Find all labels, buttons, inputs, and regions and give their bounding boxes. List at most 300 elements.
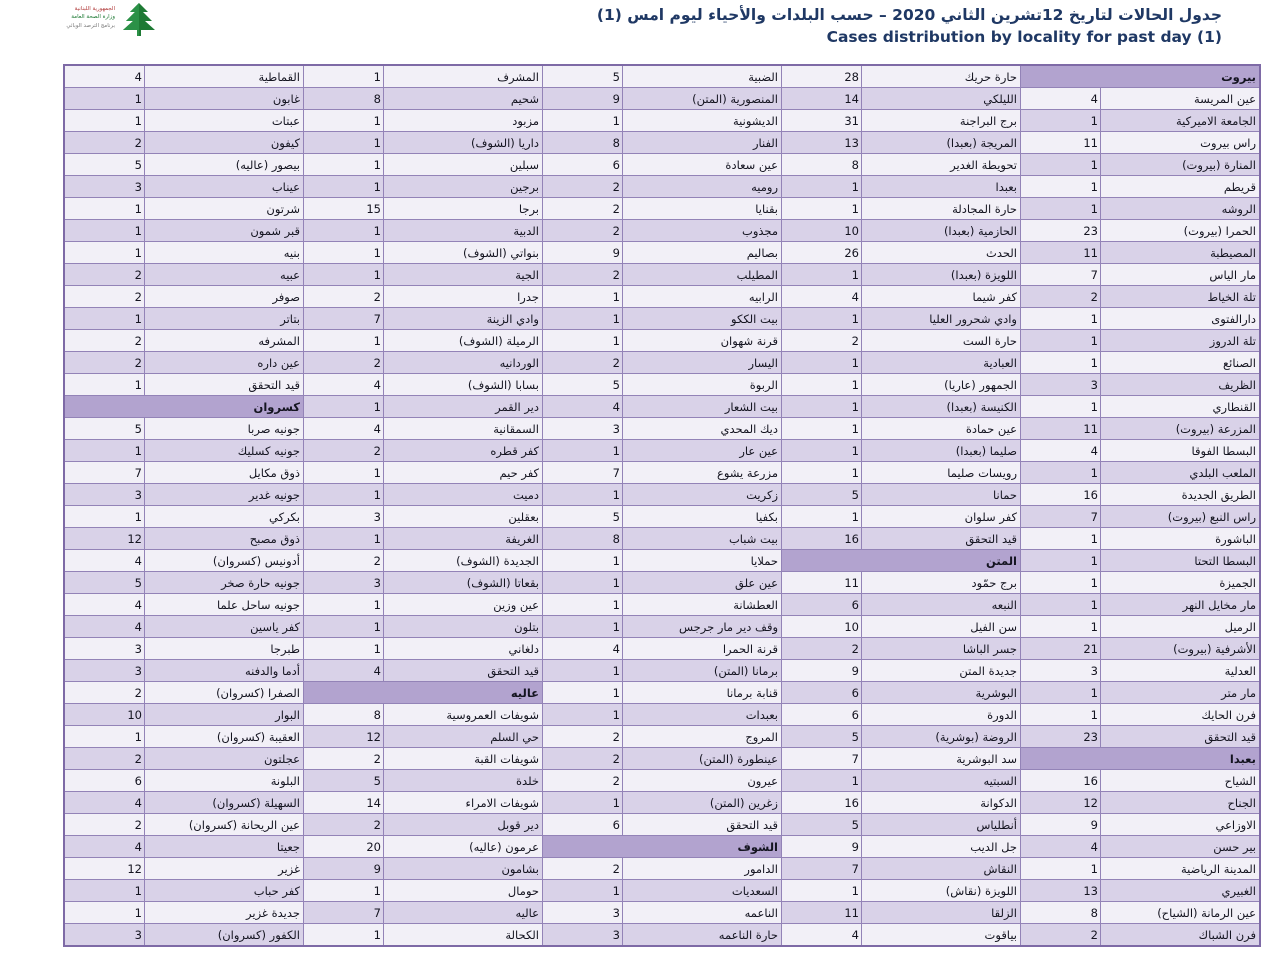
case-count-cell: 3 bbox=[65, 638, 144, 659]
locality-name-cell: جدرا bbox=[384, 286, 542, 307]
locality-name-cell: برجين bbox=[384, 176, 542, 197]
locality-name-cell: بير حسن bbox=[1101, 836, 1259, 857]
case-count-cell: 28 bbox=[782, 66, 861, 87]
case-count-cell: 8 bbox=[543, 132, 622, 153]
case-count-cell: 2 bbox=[543, 264, 622, 285]
case-count-cell: 1 bbox=[304, 264, 383, 285]
logo-line-1: الجمهورية اللبنانية bbox=[74, 6, 115, 12]
locality-name-cell: الطريق الجديدة bbox=[1101, 484, 1259, 505]
case-count-cell: 1 bbox=[304, 66, 383, 87]
district-header-cell: المتن bbox=[782, 550, 1020, 571]
locality-name-cell: أدونيس (كسروان) bbox=[145, 550, 303, 571]
case-count-cell: 3 bbox=[543, 924, 622, 945]
locality-name-cell: قيد التحقق bbox=[384, 660, 542, 681]
locality-name-cell: دميت bbox=[384, 484, 542, 505]
case-count-cell: 3 bbox=[65, 660, 144, 681]
locality-name-cell: كفر ياسين bbox=[145, 616, 303, 637]
case-count-cell: 2 bbox=[65, 352, 144, 373]
locality-name-cell: غابون bbox=[145, 88, 303, 109]
locality-name-cell: جونيه كسليك bbox=[145, 440, 303, 461]
case-count-cell: 3 bbox=[65, 484, 144, 505]
report-title-english: Cases distribution by locality for past day (1) bbox=[826, 28, 1222, 47]
locality-name-cell: المصيطبة bbox=[1101, 242, 1259, 263]
case-count-cell: 1 bbox=[543, 440, 622, 461]
case-count-cell: 1 bbox=[304, 528, 383, 549]
locality-name-cell: عين علق bbox=[623, 572, 781, 593]
locality-name-cell: النبعه bbox=[862, 594, 1020, 615]
locality-name-cell: داريا (الشوف) bbox=[384, 132, 542, 153]
case-count-cell: 12 bbox=[304, 726, 383, 747]
locality-name-cell: حومال bbox=[384, 880, 542, 901]
case-count-cell: 7 bbox=[304, 902, 383, 923]
locality-name-cell: رويسات صليما bbox=[862, 462, 1020, 483]
case-count-cell: 2 bbox=[65, 264, 144, 285]
case-count-cell: 1 bbox=[65, 880, 144, 901]
locality-name-cell: السعديات bbox=[623, 880, 781, 901]
case-count-cell: 9 bbox=[782, 660, 861, 681]
locality-name-cell: صوفر bbox=[145, 286, 303, 307]
locality-name-cell: بنواتي (الشوف) bbox=[384, 242, 542, 263]
case-count-cell: 1 bbox=[304, 924, 383, 945]
report-title-arabic: جدول الحالات لتاريخ 12تشرين الثاني 2020 – حسب البلدات والأحياء ليوم امس (1) bbox=[596, 6, 1222, 24]
locality-name-cell: المطيلب bbox=[623, 264, 781, 285]
locality-name-cell: عينطورة (المتن) bbox=[623, 748, 781, 769]
locality-name-cell: جسر الباشا bbox=[862, 638, 1020, 659]
locality-name-cell: البلونة bbox=[145, 770, 303, 791]
case-count-cell: 4 bbox=[65, 550, 144, 571]
case-count-cell: 20 bbox=[304, 836, 383, 857]
locality-name-cell: البسطا التحتا bbox=[1101, 550, 1259, 571]
case-count-cell: 1 bbox=[543, 550, 622, 571]
case-count-cell: 1 bbox=[782, 264, 861, 285]
locality-name-cell: شرتون bbox=[145, 198, 303, 219]
ministry-logo-text bbox=[63, 2, 115, 30]
case-count-cell: 1 bbox=[1021, 198, 1100, 219]
case-count-cell: 1 bbox=[543, 330, 622, 351]
locality-name-cell: الغبيري bbox=[1101, 880, 1259, 901]
case-count-cell: 1 bbox=[304, 220, 383, 241]
locality-name-cell: المدينة الرياضية bbox=[1101, 858, 1259, 879]
locality-name-cell: الملعب البلدي bbox=[1101, 462, 1259, 483]
locality-name-cell: بتاتر bbox=[145, 308, 303, 329]
locality-name-cell: جديدة غزير bbox=[145, 902, 303, 923]
case-count-cell: 4 bbox=[65, 594, 144, 615]
case-count-cell: 1 bbox=[543, 484, 622, 505]
locality-name-cell: أنطلياس bbox=[862, 814, 1020, 835]
case-count-cell: 1 bbox=[1021, 704, 1100, 725]
case-count-cell: 1 bbox=[1021, 550, 1100, 571]
locality-name-cell: قبر شمون bbox=[145, 220, 303, 241]
case-count-cell: 2 bbox=[304, 748, 383, 769]
locality-name-cell: عين عار bbox=[623, 440, 781, 461]
locality-name-cell: الشياح bbox=[1101, 770, 1259, 791]
locality-name-cell: القنطاري bbox=[1101, 396, 1259, 417]
case-count-cell: 1 bbox=[782, 176, 861, 197]
case-count-cell: 1 bbox=[543, 704, 622, 725]
case-count-cell: 4 bbox=[543, 396, 622, 417]
locality-name-cell: الكنيسة (بعبدا) bbox=[862, 396, 1020, 417]
case-count-cell: 6 bbox=[782, 594, 861, 615]
locality-name-cell: قيد التحقق bbox=[1101, 726, 1259, 747]
case-count-cell: 5 bbox=[543, 506, 622, 527]
locality-name-cell: البوار bbox=[145, 704, 303, 725]
locality-name-cell: الجامعة الاميركية bbox=[1101, 110, 1259, 131]
case-count-cell: 5 bbox=[543, 374, 622, 395]
locality-name-cell: بشامون bbox=[384, 858, 542, 879]
case-count-cell: 6 bbox=[782, 704, 861, 725]
case-count-cell: 31 bbox=[782, 110, 861, 131]
case-count-cell: 1 bbox=[543, 682, 622, 703]
case-count-cell: 2 bbox=[543, 770, 622, 791]
case-count-cell: 2 bbox=[1021, 924, 1100, 945]
locality-name-cell: العبادية bbox=[862, 352, 1020, 373]
cases-table-wrapper bbox=[63, 64, 1261, 947]
locality-name-cell: جعيتا bbox=[145, 836, 303, 857]
locality-name-cell: عيناب bbox=[145, 176, 303, 197]
locality-name-cell: المزرعة (بيروت) bbox=[1101, 418, 1259, 439]
locality-name-cell: عين الريحانة (كسروان) bbox=[145, 814, 303, 835]
case-count-cell: 5 bbox=[543, 66, 622, 87]
case-count-cell: 4 bbox=[304, 374, 383, 395]
case-count-cell: 1 bbox=[65, 198, 144, 219]
locality-name-cell: جونيه حارة صخر bbox=[145, 572, 303, 593]
case-count-cell: 6 bbox=[782, 682, 861, 703]
locality-name-cell: شويفات القبة bbox=[384, 748, 542, 769]
case-count-cell: 1 bbox=[304, 110, 383, 131]
case-count-cell: 2 bbox=[543, 726, 622, 747]
case-count-cell: 1 bbox=[543, 286, 622, 307]
case-count-cell: 1 bbox=[304, 242, 383, 263]
locality-name-cell: ذوق مكايل bbox=[145, 462, 303, 483]
locality-name-cell: بسابا (الشوف) bbox=[384, 374, 542, 395]
case-count-cell: 1 bbox=[543, 594, 622, 615]
locality-name-cell: جونيه ساحل علما bbox=[145, 594, 303, 615]
locality-name-cell: الجمهور (عاريا) bbox=[862, 374, 1020, 395]
locality-name-cell: بيت شباب bbox=[623, 528, 781, 549]
case-count-cell: 2 bbox=[543, 220, 622, 241]
locality-name-cell: بكركي bbox=[145, 506, 303, 527]
case-count-cell: 9 bbox=[543, 242, 622, 263]
case-count-cell: 3 bbox=[65, 176, 144, 197]
case-count-cell: 1 bbox=[1021, 462, 1100, 483]
case-count-cell: 1 bbox=[304, 176, 383, 197]
locality-name-cell: ديك المحدي bbox=[623, 418, 781, 439]
case-count-cell: 1 bbox=[543, 880, 622, 901]
district-header-cell: كسروان bbox=[65, 396, 303, 417]
case-count-cell: 9 bbox=[1021, 814, 1100, 835]
case-count-cell: 1 bbox=[65, 726, 144, 747]
case-count-cell: 7 bbox=[65, 462, 144, 483]
case-count-cell: 3 bbox=[304, 572, 383, 593]
locality-name-cell: روميه bbox=[623, 176, 781, 197]
locality-name-cell: برج البراجنة bbox=[862, 110, 1020, 131]
locality-name-cell: الوردانيه bbox=[384, 352, 542, 373]
locality-name-cell: الربوة bbox=[623, 374, 781, 395]
case-count-cell: 1 bbox=[543, 572, 622, 593]
cases-table bbox=[63, 64, 1261, 947]
locality-name-cell: شويفات الامراء bbox=[384, 792, 542, 813]
locality-name-cell: سن الفيل bbox=[862, 616, 1020, 637]
locality-name-cell: الجناح bbox=[1101, 792, 1259, 813]
case-count-cell: 26 bbox=[782, 242, 861, 263]
case-count-cell: 1 bbox=[65, 902, 144, 923]
locality-name-cell: وقف دير مار جرجس bbox=[623, 616, 781, 637]
locality-name-cell: السهيلة (كسروان) bbox=[145, 792, 303, 813]
case-count-cell: 23 bbox=[1021, 220, 1100, 241]
case-count-cell: 1 bbox=[304, 154, 383, 175]
locality-name-cell: دير القمر bbox=[384, 396, 542, 417]
case-count-cell: 2 bbox=[543, 748, 622, 769]
case-count-cell: 1 bbox=[304, 594, 383, 615]
case-count-cell: 1 bbox=[304, 330, 383, 351]
logo-line-2: وزارة الصحة العامة bbox=[71, 14, 115, 21]
locality-name-cell: جونيه غدير bbox=[145, 484, 303, 505]
locality-name-cell: حارة حريك bbox=[862, 66, 1020, 87]
case-count-cell: 14 bbox=[782, 88, 861, 109]
case-count-cell: 6 bbox=[543, 814, 622, 835]
locality-name-cell: كفر قطره bbox=[384, 440, 542, 461]
locality-name-cell: الرميل bbox=[1101, 616, 1259, 637]
case-count-cell: 8 bbox=[543, 528, 622, 549]
case-count-cell: 1 bbox=[543, 110, 622, 131]
locality-name-cell: جونيه صربا bbox=[145, 418, 303, 439]
case-count-cell: 10 bbox=[782, 220, 861, 241]
case-count-cell: 11 bbox=[1021, 418, 1100, 439]
case-count-cell: 1 bbox=[1021, 110, 1100, 131]
case-count-cell: 3 bbox=[304, 506, 383, 527]
case-count-cell: 4 bbox=[65, 792, 144, 813]
case-count-cell: 3 bbox=[1021, 374, 1100, 395]
case-count-cell: 1 bbox=[304, 462, 383, 483]
locality-name-cell: بعقلين bbox=[384, 506, 542, 527]
locality-name-cell: الجميزة bbox=[1101, 572, 1259, 593]
locality-name-cell: مار متر bbox=[1101, 682, 1259, 703]
case-count-cell: 1 bbox=[1021, 352, 1100, 373]
locality-name-cell: الديشونية bbox=[623, 110, 781, 131]
case-count-cell: 6 bbox=[543, 154, 622, 175]
locality-name-cell: المروج bbox=[623, 726, 781, 747]
case-count-cell: 10 bbox=[782, 616, 861, 637]
case-count-cell: 13 bbox=[1021, 880, 1100, 901]
locality-name-cell: الاوزاعي bbox=[1101, 814, 1259, 835]
case-count-cell: 5 bbox=[304, 770, 383, 791]
cedar-tree-icon bbox=[119, 2, 159, 44]
locality-name-cell: الروشه bbox=[1101, 198, 1259, 219]
case-count-cell: 1 bbox=[65, 440, 144, 461]
locality-name-cell: الضبية bbox=[623, 66, 781, 87]
locality-name-cell: قرنة الحمرا bbox=[623, 638, 781, 659]
locality-name-cell: عبتات bbox=[145, 110, 303, 131]
case-count-cell: 9 bbox=[304, 858, 383, 879]
case-count-cell: 14 bbox=[304, 792, 383, 813]
case-count-cell: 11 bbox=[1021, 132, 1100, 153]
locality-name-cell: زكريت bbox=[623, 484, 781, 505]
case-count-cell: 11 bbox=[782, 902, 861, 923]
locality-name-cell: العدلية bbox=[1101, 660, 1259, 681]
locality-name-cell: قرنة شهوان bbox=[623, 330, 781, 351]
locality-name-cell: العطشانة bbox=[623, 594, 781, 615]
locality-name-cell: المريجة (بعبدا) bbox=[862, 132, 1020, 153]
locality-name-cell: بقنايا bbox=[623, 198, 781, 219]
case-count-cell: 1 bbox=[65, 220, 144, 241]
case-count-cell: 4 bbox=[1021, 836, 1100, 857]
case-count-cell: 2 bbox=[782, 638, 861, 659]
locality-name-cell: جل الديب bbox=[862, 836, 1020, 857]
case-count-cell: 8 bbox=[304, 88, 383, 109]
case-count-cell: 3 bbox=[543, 418, 622, 439]
case-count-cell: 1 bbox=[543, 660, 622, 681]
case-count-cell: 1 bbox=[782, 308, 861, 329]
case-count-cell: 4 bbox=[304, 660, 383, 681]
locality-name-cell: الجديدة (الشوف) bbox=[384, 550, 542, 571]
case-count-cell: 9 bbox=[782, 836, 861, 857]
case-count-cell: 1 bbox=[782, 506, 861, 527]
case-count-cell: 4 bbox=[65, 616, 144, 637]
case-count-cell: 2 bbox=[304, 286, 383, 307]
locality-name-cell: حي السلم bbox=[384, 726, 542, 747]
locality-name-cell: عين حمادة bbox=[862, 418, 1020, 439]
locality-name-cell: سبلين bbox=[384, 154, 542, 175]
case-count-cell: 1 bbox=[1021, 176, 1100, 197]
locality-name-cell: كيفون bbox=[145, 132, 303, 153]
case-count-cell: 2 bbox=[304, 352, 383, 373]
locality-name-cell: الأشرفية (بيروت) bbox=[1101, 638, 1259, 659]
case-count-cell: 10 bbox=[65, 704, 144, 725]
case-count-cell: 7 bbox=[304, 308, 383, 329]
locality-name-cell: بيت الشعار bbox=[623, 396, 781, 417]
case-count-cell: 1 bbox=[543, 616, 622, 637]
case-count-cell: 2 bbox=[65, 132, 144, 153]
case-count-cell: 1 bbox=[782, 374, 861, 395]
locality-name-cell: الجية bbox=[384, 264, 542, 285]
case-count-cell: 2 bbox=[304, 440, 383, 461]
district-header-cell: بعبدا bbox=[1021, 748, 1259, 769]
locality-name-cell: كفر حيم bbox=[384, 462, 542, 483]
locality-name-cell: الغريفة bbox=[384, 528, 542, 549]
locality-name-cell: راس بيروت bbox=[1101, 132, 1259, 153]
case-count-cell: 2 bbox=[543, 176, 622, 197]
locality-name-cell: غزير bbox=[145, 858, 303, 879]
locality-name-cell: ذوق مصبح bbox=[145, 528, 303, 549]
case-count-cell: 1 bbox=[1021, 594, 1100, 615]
locality-name-cell: الفنار bbox=[623, 132, 781, 153]
case-count-cell: 9 bbox=[543, 88, 622, 109]
locality-name-cell: أدما والدفنه bbox=[145, 660, 303, 681]
locality-name-cell: المنارة (بيروت) bbox=[1101, 154, 1259, 175]
locality-name-cell: عبيه bbox=[145, 264, 303, 285]
case-count-cell: 1 bbox=[1021, 572, 1100, 593]
case-count-cell: 15 bbox=[304, 198, 383, 219]
case-count-cell: 2 bbox=[65, 330, 144, 351]
case-count-cell: 1 bbox=[304, 132, 383, 153]
case-count-cell: 6 bbox=[65, 770, 144, 791]
case-count-cell: 1 bbox=[1021, 396, 1100, 417]
locality-name-cell: دير قوبل bbox=[384, 814, 542, 835]
locality-name-cell: حملايا bbox=[623, 550, 781, 571]
locality-name-cell: عين المريسة bbox=[1101, 88, 1259, 109]
locality-name-cell: قيد التحقق bbox=[862, 528, 1020, 549]
case-count-cell: 3 bbox=[65, 924, 144, 945]
case-count-cell: 2 bbox=[65, 814, 144, 835]
case-count-cell: 1 bbox=[782, 352, 861, 373]
locality-name-cell: بيت الككو bbox=[623, 308, 781, 329]
case-count-cell: 4 bbox=[1021, 440, 1100, 461]
case-count-cell: 1 bbox=[1021, 682, 1100, 703]
logo-line-3: برنامج الترصد الوبائي bbox=[66, 22, 115, 29]
case-count-cell: 12 bbox=[65, 858, 144, 879]
locality-name-cell: حارة الناعمه bbox=[623, 924, 781, 945]
locality-name-cell: مزرعة يشوع bbox=[623, 462, 781, 483]
locality-name-cell: مزبود bbox=[384, 110, 542, 131]
locality-name-cell: بكفيا bbox=[623, 506, 781, 527]
locality-name-cell: الحدث bbox=[862, 242, 1020, 263]
locality-name-cell: النقاش bbox=[862, 858, 1020, 879]
case-count-cell: 1 bbox=[65, 374, 144, 395]
locality-name-cell: الليلكي bbox=[862, 88, 1020, 109]
case-count-cell: 1 bbox=[65, 88, 144, 109]
locality-name-cell: كفر شيما bbox=[862, 286, 1020, 307]
case-count-cell: 2 bbox=[543, 858, 622, 879]
locality-name-cell: الصفرا (كسروان) bbox=[145, 682, 303, 703]
case-count-cell: 5 bbox=[782, 484, 861, 505]
case-count-cell: 2 bbox=[304, 814, 383, 835]
locality-name-cell: بصاليم bbox=[623, 242, 781, 263]
case-count-cell: 16 bbox=[782, 792, 861, 813]
locality-name-cell: زغرين (المتن) bbox=[623, 792, 781, 813]
locality-name-cell: الصنائع bbox=[1101, 352, 1259, 373]
locality-name-cell: بتلون bbox=[384, 616, 542, 637]
locality-name-cell: المشرفه bbox=[145, 330, 303, 351]
case-count-cell: 5 bbox=[782, 814, 861, 835]
locality-name-cell: بعبدا bbox=[862, 176, 1020, 197]
locality-name-cell: العقيبة (كسروان) bbox=[145, 726, 303, 747]
locality-name-cell: شويفات العمروسية bbox=[384, 704, 542, 725]
case-count-cell: 1 bbox=[543, 792, 622, 813]
locality-name-cell: عين الرمانة (الشياح) bbox=[1101, 902, 1259, 923]
case-count-cell: 1 bbox=[782, 462, 861, 483]
locality-name-cell: عين داره bbox=[145, 352, 303, 373]
case-count-cell: 1 bbox=[304, 616, 383, 637]
case-count-cell: 8 bbox=[782, 154, 861, 175]
case-count-cell: 1 bbox=[1021, 330, 1100, 351]
locality-name-cell: اللويزة (بعبدا) bbox=[862, 264, 1020, 285]
locality-name-cell: الحازمية (بعبدا) bbox=[862, 220, 1020, 241]
case-count-cell: 8 bbox=[1021, 902, 1100, 923]
locality-name-cell: المنصورية (المتن) bbox=[623, 88, 781, 109]
locality-name-cell: عرمون (عاليه) bbox=[384, 836, 542, 857]
case-count-cell: 11 bbox=[782, 572, 861, 593]
locality-name-cell: الدكوانة bbox=[862, 792, 1020, 813]
locality-name-cell: خلدة bbox=[384, 770, 542, 791]
case-count-cell: 11 bbox=[1021, 242, 1100, 263]
locality-name-cell: الكفور (كسروان) bbox=[145, 924, 303, 945]
case-count-cell: 2 bbox=[782, 330, 861, 351]
case-count-cell: 1 bbox=[782, 770, 861, 791]
locality-name-cell: سد البوشرية bbox=[862, 748, 1020, 769]
locality-name-cell: بيصور (عاليه) bbox=[145, 154, 303, 175]
case-count-cell: 13 bbox=[782, 132, 861, 153]
case-count-cell: 4 bbox=[65, 66, 144, 87]
case-count-cell: 1 bbox=[1021, 616, 1100, 637]
case-count-cell: 5 bbox=[65, 572, 144, 593]
case-count-cell: 3 bbox=[543, 902, 622, 923]
locality-name-cell: كفر حباب bbox=[145, 880, 303, 901]
locality-name-cell: صليما (بعبدا) bbox=[862, 440, 1020, 461]
case-count-cell: 1 bbox=[782, 198, 861, 219]
case-count-cell: 2 bbox=[65, 682, 144, 703]
case-count-cell: 1 bbox=[304, 396, 383, 417]
locality-name-cell: قيد التحقق bbox=[145, 374, 303, 395]
